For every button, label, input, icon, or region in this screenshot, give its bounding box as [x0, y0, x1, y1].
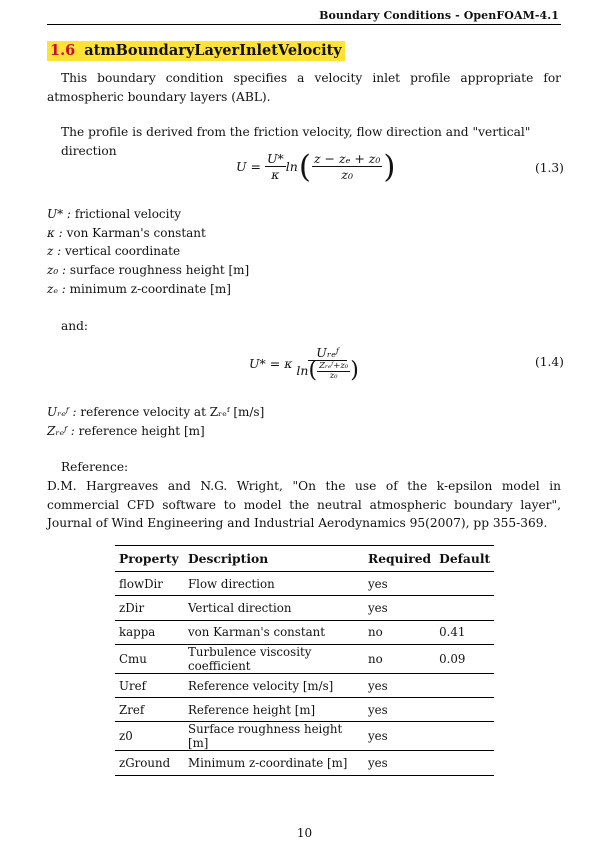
equation-1-4: [249, 345, 361, 381]
eq2-right-paren: ): [350, 358, 359, 383]
definition-text: vertical coordinate: [65, 244, 181, 259]
definition-item: [47, 403, 447, 422]
table-row: [115, 722, 494, 751]
definition-symbol: z₀ :: [47, 263, 66, 278]
eq2-fraction: [294, 345, 360, 381]
definition-text: reference velocity at Zᵣₑᶠ [m/s]: [80, 405, 265, 419]
eq1-frac-numerator: U*: [266, 151, 284, 166]
definition-item: [47, 422, 447, 441]
table-cell: yes: [364, 596, 435, 620]
eq1-inner-fraction: [312, 151, 382, 182]
definition-list-2: [47, 403, 447, 440]
table-cell: Vertical direction: [184, 596, 364, 620]
table-row: [115, 596, 494, 620]
and-text: and:: [61, 319, 89, 333]
eq1-inner-numerator: z − zₑ + z₀: [313, 151, 381, 166]
section-title: atmBoundaryLayerInletVelocity: [84, 42, 342, 59]
definition-item: [47, 261, 447, 280]
table-header-cell: Default: [435, 546, 494, 572]
eq2-lhs: U* = κ: [249, 355, 293, 371]
table-cell: [435, 596, 494, 620]
table-row: [115, 751, 494, 775]
equation-1-3-number: (1.3): [535, 161, 564, 175]
properties-table: [115, 545, 494, 776]
table-header-row: [115, 546, 494, 572]
table-cell: [435, 673, 494, 697]
eq1-inner-denominator: z₀: [341, 167, 353, 182]
table-cell: zDir: [115, 596, 184, 620]
table-row: [115, 620, 494, 644]
table-cell: [435, 698, 494, 722]
eq1-fraction: [265, 151, 286, 182]
table-cell: [435, 751, 494, 775]
section-heading: [47, 41, 345, 61]
definition-item: [47, 205, 447, 224]
table-cell: yes: [364, 722, 435, 751]
profile-paragraph: The profile is derived from the friction velocity, flow direction and "vertical" direction: [61, 125, 531, 158]
header-rule: [47, 24, 561, 25]
definition-symbol: z :: [47, 244, 62, 259]
definition-text: surface roughness height [m]: [69, 263, 250, 278]
table-row: [115, 698, 494, 722]
table-cell: Uref: [115, 673, 184, 697]
table-cell: 0.41: [435, 620, 494, 644]
table-cell: Zref: [115, 698, 184, 722]
definition-symbol: U* :: [47, 207, 71, 221]
eq2-numerator: Uᵣₑᶠ: [308, 345, 347, 361]
eq2-ln: ln: [296, 363, 309, 378]
page-number: 10: [296, 826, 313, 840]
eq1-ln: ln: [285, 159, 298, 174]
table-cell: no: [364, 620, 435, 644]
table-cell: Flow direction: [184, 572, 364, 596]
table-cell: Surface roughness height [m]: [184, 722, 364, 751]
table-cell: flowDir: [115, 572, 184, 596]
section-number: 1.6: [50, 42, 76, 59]
definition-text: reference height [m]: [78, 423, 205, 438]
table-cell: 0.09: [435, 644, 494, 673]
eq1-lhs: U =: [236, 159, 261, 174]
definition-symbol: κ :: [47, 225, 63, 240]
definition-item: [47, 224, 447, 243]
table-cell: Reference height [m]: [184, 698, 364, 722]
table-header-cell: Description: [184, 546, 364, 572]
table-cell: von Karman's constant: [184, 620, 364, 644]
definition-symbol: zₑ :: [47, 281, 66, 296]
table-row: [115, 644, 494, 673]
table-cell: no: [364, 644, 435, 673]
definition-text: von Karman's constant: [66, 225, 206, 240]
table-cell: [435, 572, 494, 596]
table-cell: Minimum z-coordinate [m]: [184, 751, 364, 775]
eq1-frac-denominator: κ: [271, 167, 280, 182]
table-cell: [435, 722, 494, 751]
eq2-left-paren: (: [308, 358, 318, 383]
eq1-right-paren: ): [383, 148, 396, 185]
definition-text: frictional velocity: [74, 207, 182, 221]
intro-paragraph: This boundary condition specifies a velocity inlet profile appropriate for atmospheric boundary layers (ABL).: [47, 71, 561, 104]
table-cell: yes: [364, 698, 435, 722]
table-cell: z0: [115, 722, 184, 751]
table-cell: Reference velocity [m/s]: [184, 673, 364, 697]
equation-1-4-number: (1.4): [535, 355, 564, 369]
table-cell: yes: [364, 751, 435, 775]
table-row: [115, 673, 494, 697]
definition-text: minimum z-coordinate [m]: [69, 281, 231, 296]
table-row: [115, 572, 494, 596]
table-cell: yes: [364, 673, 435, 697]
definition-symbol: Zᵣₑᶠ :: [47, 423, 75, 438]
eq1-left-paren: (: [298, 148, 311, 185]
table-cell: kappa: [115, 620, 184, 644]
definition-item: [47, 280, 447, 299]
table-header-cell: Required: [364, 546, 435, 572]
table-cell: Turbulence viscosity coefficient: [184, 644, 364, 673]
equation-1-3: [236, 148, 396, 185]
table-cell: yes: [364, 572, 435, 596]
table-cell: Cmu: [115, 644, 184, 673]
eq2-inner-denominator: z₀: [329, 370, 338, 381]
definition-item: [47, 242, 447, 261]
table-header-cell: Property: [115, 546, 184, 572]
eq2-inner-fraction: [317, 362, 350, 381]
definition-list-1: [47, 205, 447, 299]
reference-text: D.M. Hargreaves and N.G. Wright, "On the use of the k-epsilon model in commercial CFD software to model the neutral atmospheric boundary layer", Journal of Wind Engineering and Industrial Aerodynamics 95(2007), pp 355-369.: [47, 479, 561, 530]
table-cell: zGround: [115, 751, 184, 775]
reference-label: Reference:: [61, 460, 129, 474]
eq2-inner-numerator: Zᵣₑᶠ+z₀: [319, 360, 349, 371]
eq2-denominator: [294, 358, 360, 383]
definition-symbol: Uᵣₑᶠ :: [47, 405, 77, 419]
running-header: Boundary Conditions - OpenFOAM-4.1: [319, 9, 559, 22]
